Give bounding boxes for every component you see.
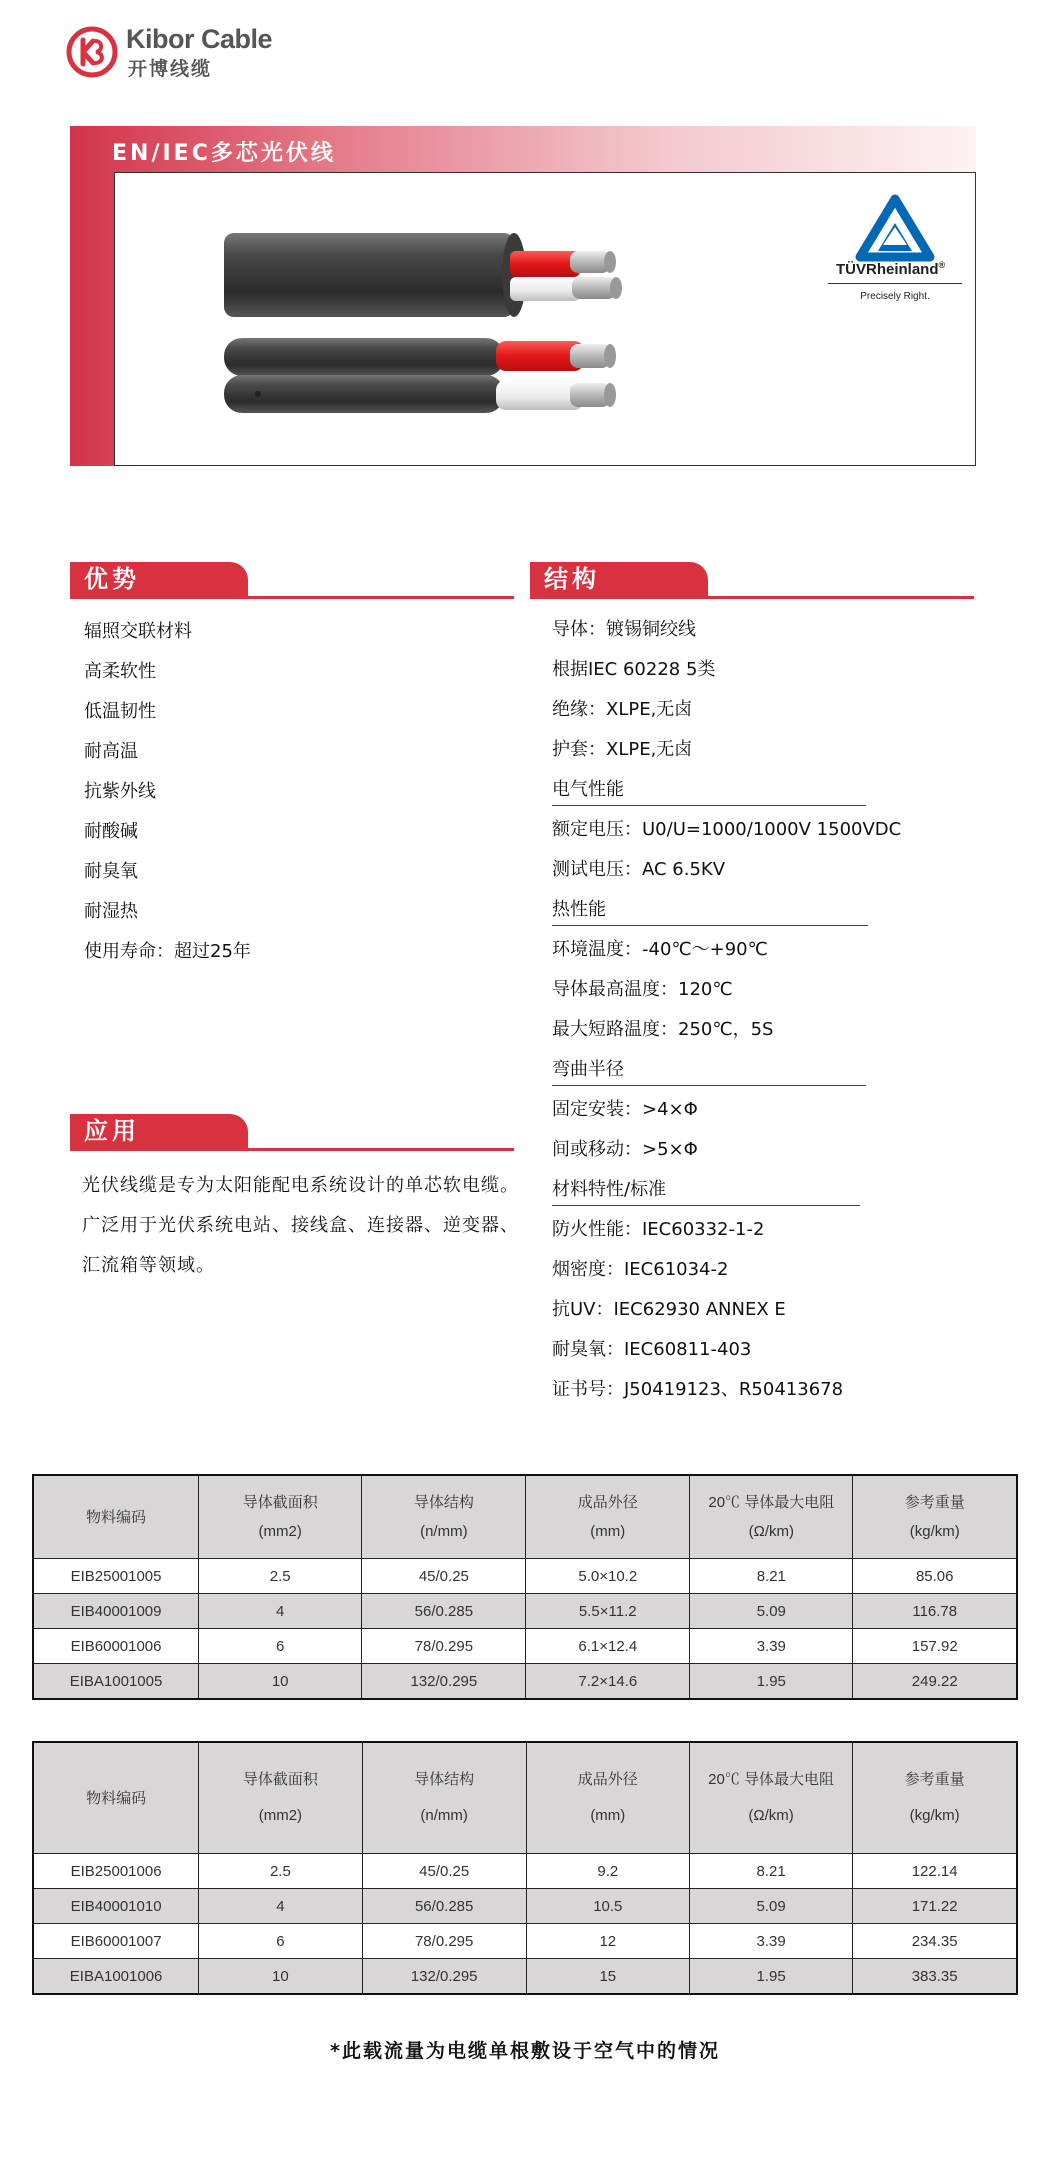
cell: 2.5 — [199, 1854, 362, 1889]
cell: 6.1×12.4 — [526, 1629, 690, 1664]
structure-subheading: 电气性能 — [552, 770, 901, 810]
structure-line: 额定电压：U0/U=1000/1000V 1500VDC — [552, 819, 902, 840]
cell: EIBA1001005 — [33, 1664, 199, 1700]
structure-line: 绝缘：XLPE,无卤 — [552, 699, 693, 720]
structure-line: 根据IEC 60228 5类 — [552, 659, 716, 680]
col-header: 导体截面积 (mm2) — [199, 1475, 362, 1559]
cell: 5.09 — [689, 1889, 852, 1924]
col-header: 成品外径 (mm) — [526, 1742, 689, 1854]
cell: 45/0.25 — [362, 1854, 526, 1889]
cell: EIB25001005 — [33, 1559, 199, 1594]
table-row — [33, 1959, 1017, 1995]
structure-line: 抗UV：IEC62930 ANNEX E — [552, 1299, 786, 1320]
structure-line: 最大短路温度：250℃，5S — [552, 1019, 774, 1040]
cell: 1.95 — [690, 1664, 853, 1700]
advantages-section-header — [70, 562, 514, 600]
cell: 56/0.285 — [362, 1889, 526, 1924]
col-header: 导体结构 (n/mm) — [362, 1742, 526, 1854]
col-header: 物料编码 — [33, 1742, 199, 1854]
cell: 8.21 — [690, 1559, 853, 1594]
cell: EIB60001007 — [33, 1924, 199, 1959]
advantage-item: 使用寿命：超过25年 — [84, 941, 251, 962]
structure-line: 导体：镀锡铜绞线 — [552, 619, 696, 640]
spec-table-flat — [32, 1474, 1018, 1700]
advantage-item: 耐湿热 — [84, 901, 138, 922]
cell: 10 — [199, 1664, 362, 1700]
cell: 157.92 — [853, 1629, 1017, 1664]
cell: 78/0.295 — [362, 1629, 526, 1664]
cell: 116.78 — [853, 1594, 1017, 1629]
table-row — [33, 1854, 1017, 1889]
cell: 5.09 — [690, 1594, 853, 1629]
cell: 1.95 — [689, 1959, 852, 1995]
table-row — [33, 1594, 1017, 1629]
cell: EIB40001009 — [33, 1594, 199, 1629]
cell: 4 — [199, 1594, 362, 1629]
structure-line: 测试电压：AC 6.5KV — [552, 859, 726, 880]
structure-line: 固定安装：>4×Φ — [552, 1099, 698, 1120]
table-header-row — [33, 1475, 1017, 1559]
advantage-item: 耐臭氧 — [84, 861, 138, 882]
structure-line: 间或移动：>5×Φ — [552, 1139, 698, 1160]
structure-line: 护套：XLPE,无卤 — [552, 739, 693, 760]
cell: 122.14 — [853, 1854, 1017, 1889]
col-header: 物料编码 — [33, 1475, 199, 1559]
cell: 3.39 — [689, 1924, 852, 1959]
structure-line: 证书号：J50419123、R50413678 — [552, 1379, 844, 1400]
cell: 85.06 — [853, 1559, 1017, 1594]
product-banner — [70, 126, 976, 466]
cell: 78/0.295 — [362, 1924, 526, 1959]
cell: 6 — [199, 1629, 362, 1664]
col-header: 20℃ 导体最大电阻 (Ω/km) — [690, 1475, 853, 1559]
cell: 5.5×11.2 — [526, 1594, 690, 1629]
cell: 3.39 — [690, 1629, 853, 1664]
structure-list — [552, 610, 901, 1410]
cell: EIB40001010 — [33, 1889, 199, 1924]
table-row — [33, 1924, 1017, 1959]
col-header: 成品外径 (mm) — [526, 1475, 690, 1559]
col-header: 参考重量 (kg/km) — [853, 1475, 1017, 1559]
cell: 12 — [526, 1924, 689, 1959]
application-heading: 应用 — [70, 1114, 248, 1148]
cell: EIBA1001006 — [33, 1959, 199, 1995]
structure-subheading: 材料特性/标准 — [552, 1170, 901, 1210]
structure-heading: 结构 — [530, 562, 708, 596]
spec-table-round — [32, 1741, 1018, 1995]
cell: 9.2 — [526, 1854, 689, 1889]
product-image-frame — [114, 172, 976, 466]
cell: 7.2×14.6 — [526, 1664, 690, 1700]
application-divider — [70, 1148, 514, 1151]
col-header: 导体截面积 (mm2) — [199, 1742, 362, 1854]
table-row — [33, 1889, 1017, 1924]
cell: 8.21 — [689, 1854, 852, 1889]
advantage-item: 低温韧性 — [84, 701, 156, 722]
application-section-header — [70, 1114, 514, 1152]
tuv-certification-badge — [828, 187, 962, 315]
cell: EIB25001006 — [33, 1854, 199, 1889]
product-title: EN/IEC多芯光伏线 — [112, 141, 336, 166]
cell: 56/0.285 — [362, 1594, 526, 1629]
advantage-item: 耐酸碱 — [84, 821, 138, 842]
structure-section-header — [530, 562, 974, 600]
structure-divider — [530, 596, 974, 599]
brand-name-cn: 开博线缆 — [128, 58, 213, 80]
structure-subheading: 热性能 — [552, 890, 901, 930]
structure-line: 烟密度：IEC61034-2 — [552, 1259, 729, 1280]
advantage-item: 辐照交联材料 — [84, 621, 192, 642]
cable-illustration — [220, 223, 780, 433]
cell: 249.22 — [853, 1664, 1017, 1700]
cell: EIB60001006 — [33, 1629, 199, 1664]
kibor-logo-icon — [66, 26, 118, 78]
cell: 45/0.25 — [362, 1559, 526, 1594]
table-row — [33, 1629, 1017, 1664]
advantage-item: 高柔软性 — [84, 661, 156, 682]
cell: 171.22 — [853, 1889, 1017, 1924]
cell: 132/0.295 — [362, 1664, 526, 1700]
cell: 5.0×10.2 — [526, 1559, 690, 1594]
cell: 2.5 — [199, 1559, 362, 1594]
cell: 10.5 — [526, 1889, 689, 1924]
brand-logo — [66, 24, 273, 82]
advantages-list — [84, 612, 251, 972]
advantage-item: 耐高温 — [84, 741, 138, 762]
cell: 6 — [199, 1924, 362, 1959]
advantage-item: 抗紫外线 — [84, 781, 156, 802]
cell: 132/0.295 — [362, 1959, 526, 1995]
structure-line: 耐臭氧：IEC60811-403 — [552, 1339, 752, 1360]
advantages-heading: 优势 — [70, 562, 248, 596]
structure-line: 导体最高温度：120℃ — [552, 979, 733, 1000]
structure-line: 防火性能：IEC60332-1-2 — [552, 1219, 765, 1240]
structure-line: 环境温度：-40℃～+90℃ — [552, 939, 768, 960]
brand-name-en: Kibor Cable — [126, 24, 273, 54]
cell: 10 — [199, 1959, 362, 1995]
table-row — [33, 1664, 1017, 1700]
cell: 15 — [526, 1959, 689, 1995]
table-row — [33, 1559, 1017, 1594]
advantages-divider — [70, 596, 514, 599]
tuv-slogan: Precisely Right. — [860, 291, 930, 302]
col-header: 20℃ 导体最大电阻 (Ω/km) — [689, 1742, 852, 1854]
footnote: *此载流量为电缆单根敷设于空气中的情况 — [330, 2040, 720, 2062]
col-header: 参考重量 (kg/km) — [853, 1742, 1017, 1854]
cell: 4 — [199, 1889, 362, 1924]
tuv-name: TÜVRheinland® — [836, 260, 946, 278]
cell: 234.35 — [853, 1924, 1017, 1959]
col-header: 导体结构 (n/mm) — [362, 1475, 526, 1559]
structure-subheading: 弯曲半径 — [552, 1050, 901, 1090]
application-description: 光伏线缆是专为太阳能配电系统设计的单芯软电缆。广泛用于光伏系统电站、接线盒、连接器、逆变器、汇流箱等领域。 — [82, 1175, 519, 1276]
table-header-row — [33, 1742, 1017, 1854]
cell: 383.35 — [853, 1959, 1017, 1995]
